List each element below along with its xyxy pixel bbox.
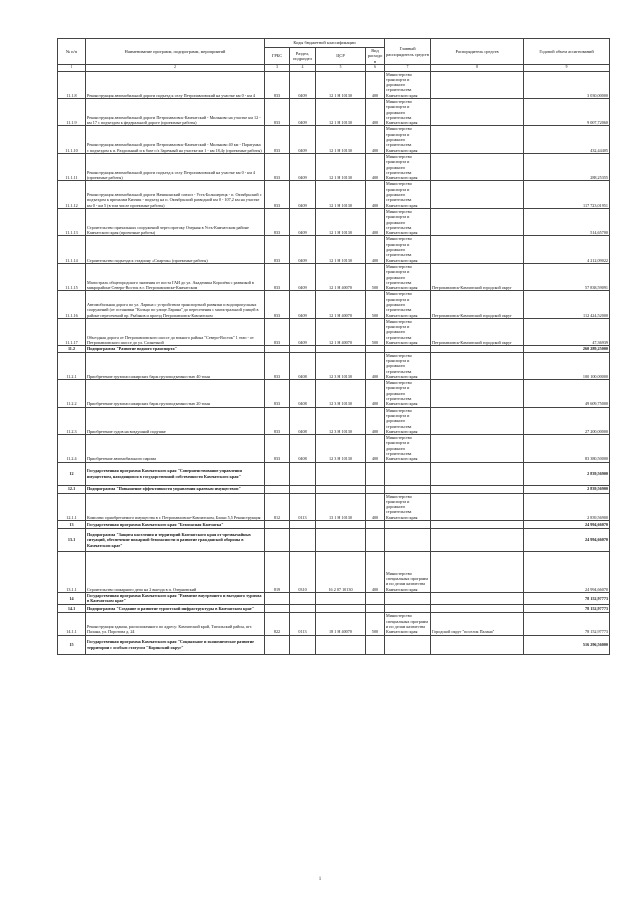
- row-vr: 500: [366, 612, 385, 635]
- row-rasp: [431, 435, 524, 462]
- row-name: Реконструкция автомобильной дороги Петропавловск-Камчатский - Мильково на участке км 12 - км 17 с подъездом к федеральной дороге (проектные работы): [86, 99, 265, 126]
- row-num: 14.1.1: [58, 612, 86, 635]
- row-rasp: Петропавловск-Камчатский городской округ: [431, 291, 524, 318]
- row-vr: 500: [366, 291, 385, 318]
- table-row: [58, 71, 610, 98]
- row-rasp: [431, 552, 524, 593]
- row-volume: 47,36939: [524, 318, 610, 345]
- row-csr: [316, 485, 366, 493]
- row-name: Автомобильная дорога по ул. Ларина с устройством транспортной развязки и водопропускных сооружений (от остановки "Кольцо по улице Ларина" до пересечения с магистральной улицей в районе пересечений пр. Рыбаков и проезд Петропавловск-Камчатском: [86, 291, 265, 318]
- row-glav: Министерство транспорта и дорожного строительства Камчатского края: [385, 236, 431, 263]
- header-volume: Годовой объем ассигнований: [524, 39, 610, 65]
- row-vr: 400: [366, 352, 385, 379]
- row-rasp: [431, 352, 524, 379]
- row-rasp: [431, 462, 524, 485]
- row-name: Подпрограмма "Защита населения и территорий Камчатского края от чрезвычайных ситуаций, обеспечение пожарной безопасности и развитие гражданской обороны в Камчатском крае": [86, 529, 265, 552]
- row-grbs: 822: [265, 612, 290, 635]
- row-razdel: [290, 529, 316, 552]
- row-volume: 117 723,01951: [524, 181, 610, 208]
- row-razdel: 0408: [290, 435, 316, 462]
- row-rasp: [431, 493, 524, 520]
- row-csr: 16 2 07 10130: [316, 552, 366, 593]
- row-num: 11.2.1: [58, 352, 86, 379]
- row-num: 11.2.3: [58, 407, 86, 434]
- row-glav: Министерство транспорта и дорожного строительства Камчатского края: [385, 71, 431, 98]
- row-volume: 100 100,00000: [524, 352, 610, 379]
- row-name: Приобретение судов на воздушной подушке: [86, 407, 265, 434]
- row-razdel: [290, 593, 316, 605]
- row-glav: Министерство транспорта и дорожного строительства Камчатского края: [385, 291, 431, 318]
- row-grbs: [265, 521, 290, 529]
- row-grbs: 833: [265, 126, 290, 153]
- header-name: Наименование программ, подпрограмм, мероприятий: [86, 39, 265, 65]
- row-num: 11.2: [58, 346, 86, 352]
- table-row: [58, 462, 610, 485]
- row-name: Подпрограмма "Создание и развитие туристской инфраструктуры в Камчатском крае": [86, 604, 265, 612]
- row-glav: [385, 635, 431, 654]
- row-csr: 12 1 Н 10130: [316, 126, 366, 153]
- row-csr: [316, 462, 366, 485]
- table-row: [58, 529, 610, 552]
- row-num: 12.1.1: [58, 493, 86, 520]
- row-volume: 24 994,66070: [524, 529, 610, 552]
- row-csr: 12 1 Н 40070: [316, 318, 366, 345]
- row-csr: 12 1 Н 10130: [316, 181, 366, 208]
- row-csr: 12 1 Н 10130: [316, 71, 366, 98]
- row-grbs: [265, 593, 290, 605]
- row-name: Подпрограмма "Развитие водного транспорта": [86, 346, 265, 352]
- row-grbs: 833: [265, 208, 290, 235]
- column-number: 6: [366, 65, 385, 71]
- row-csr: 12 1 Н 40070: [316, 291, 366, 318]
- row-razdel: 0409: [290, 126, 316, 153]
- row-name: Строительство причальных сооружений через протоку Озерная в Усть-Камчатском районе Камчатского края (проектные работы): [86, 208, 265, 235]
- row-grbs: 833: [265, 71, 290, 98]
- row-csr: 12 1 Н 10130: [316, 99, 366, 126]
- row-razdel: 0409: [290, 236, 316, 263]
- table-row: [58, 208, 610, 235]
- header-codes-group: Коды бюджетной классификации: [265, 39, 385, 48]
- row-grbs: [265, 635, 290, 654]
- row-vr: 400: [366, 407, 385, 434]
- row-rasp: [431, 99, 524, 126]
- table-row: [58, 181, 610, 208]
- row-vr: 400: [366, 181, 385, 208]
- row-glav: Министерство транспорта и дорожного строительства Камчатского края: [385, 153, 431, 180]
- row-grbs: 833: [265, 435, 290, 462]
- row-name: Объездная дорога от Петропавловского шоссе до южного района "Северо-Восток" 1 этап - от Петропавловского шоссе до ул. Солнечной: [86, 318, 265, 345]
- header-vr: Вид расходов: [366, 48, 385, 65]
- table-row: [58, 352, 610, 379]
- row-grbs: 833: [265, 263, 290, 290]
- row-grbs: 833: [265, 236, 290, 263]
- column-number: 2: [86, 65, 265, 71]
- row-csr: [316, 635, 366, 654]
- row-glav: [385, 462, 431, 485]
- row-csr: 12 3 Н 10130: [316, 380, 366, 407]
- row-volume: 4 212,09022: [524, 236, 610, 263]
- row-vr: [366, 635, 385, 654]
- row-rasp: [431, 208, 524, 235]
- row-glav: Министерство транспорта и дорожного строительства Камчатского края: [385, 352, 431, 379]
- table-row: [58, 435, 610, 462]
- row-grbs: 833: [265, 153, 290, 180]
- row-rasp: [431, 380, 524, 407]
- row-vr: 400: [366, 552, 385, 593]
- row-volume: 112 424,52000: [524, 291, 610, 318]
- row-volume: 83 380,50000: [524, 435, 610, 462]
- row-csr: [316, 521, 366, 529]
- row-vr: [366, 529, 385, 552]
- row-num: 11.1.16: [58, 291, 86, 318]
- row-razdel: 0408: [290, 352, 316, 379]
- row-csr: 12 3 Н 10130: [316, 435, 366, 462]
- document-sheet: [57, 38, 609, 655]
- row-volume: 514,65700: [524, 208, 610, 235]
- row-vr: [366, 462, 385, 485]
- row-glav: Министерство транспорта и дорожного строительства Камчатского края: [385, 263, 431, 290]
- table-row: [58, 236, 610, 263]
- row-razdel: [290, 635, 316, 654]
- row-razdel: 0409: [290, 71, 316, 98]
- row-num: 15: [58, 635, 86, 654]
- row-rasp: [431, 153, 524, 180]
- row-rasp: [431, 604, 524, 612]
- row-name: Реконструкция автомобильной дороги подъезд к селу Петропавловский на участке км 0 - км 4: [86, 71, 265, 98]
- row-razdel: 0113: [290, 493, 316, 520]
- row-volume: 57 838,59091: [524, 263, 610, 290]
- row-name: Подпрограмма "Повышение эффективности управления краевым имуществом": [86, 485, 265, 493]
- table-row: [58, 153, 610, 180]
- row-volume: 78 152,97773: [524, 593, 610, 605]
- row-vr: 500: [366, 263, 385, 290]
- table-row: [58, 485, 610, 493]
- table-row: [58, 552, 610, 593]
- row-razdel: 0408: [290, 380, 316, 407]
- table-row: [58, 593, 610, 605]
- row-glav: [385, 485, 431, 493]
- table-header: [58, 39, 610, 72]
- row-volume: 516 296,56000: [524, 635, 610, 654]
- row-vr: [366, 521, 385, 529]
- table-row: [58, 612, 610, 635]
- row-rasp: [431, 635, 524, 654]
- row-razdel: 0409: [290, 291, 316, 318]
- header-rasp: Распорядитель средств: [431, 39, 524, 65]
- row-grbs: [265, 529, 290, 552]
- row-vr: 400: [366, 435, 385, 462]
- row-volume: 78 152,97773: [524, 604, 610, 612]
- row-glav: Министерство транспорта и дорожного строительства Камчатского края: [385, 435, 431, 462]
- row-num: 11.1.13: [58, 208, 86, 235]
- table-row: [58, 493, 610, 520]
- row-name: Комплекс приобретаемого имущества в г. Петропавловске-Камчатском, Блоки 5,5 Реконструкция: [86, 493, 265, 520]
- row-glav: [385, 604, 431, 612]
- row-name: Приобретение грузопассажирских барж грузоподъемностью 20 тонн: [86, 380, 265, 407]
- row-vr: 400: [366, 153, 385, 180]
- row-razdel: 0409: [290, 99, 316, 126]
- row-num: 11.2.4: [58, 435, 86, 462]
- row-rasp: [431, 181, 524, 208]
- row-name: Строительство пожарного депо на 2 выезда в п. Озерновский: [86, 552, 265, 593]
- row-grbs: 819: [265, 552, 290, 593]
- row-razdel: [290, 485, 316, 493]
- row-name: Реконструкция здания, расположенного по адресу: Камчатский край, Тигильский район, пгт. Палана, ул. Поротова д. 24: [86, 612, 265, 635]
- row-rasp: [431, 593, 524, 605]
- row-volume: 78 152,97773: [524, 612, 610, 635]
- row-csr: 12 3 Н 10130: [316, 407, 366, 434]
- row-volume: 432,44405: [524, 126, 610, 153]
- row-grbs: 833: [265, 99, 290, 126]
- column-number: 1: [58, 65, 86, 71]
- column-number: 5: [316, 65, 366, 71]
- row-grbs: [265, 604, 290, 612]
- table-row: [58, 635, 610, 654]
- column-number: 8: [431, 65, 524, 71]
- row-volume: 49 609,75000: [524, 380, 610, 407]
- row-razdel: 0409: [290, 318, 316, 345]
- header-num: № п/п: [58, 39, 86, 65]
- row-csr: 12 1 Н 10130: [316, 236, 366, 263]
- row-razdel: [290, 521, 316, 529]
- row-name: Приобретение автомобильного парома: [86, 435, 265, 462]
- row-name: Государственная программа Камчатского края "Безопасная Камчатка": [86, 521, 265, 529]
- row-grbs: 833: [265, 352, 290, 379]
- row-rasp: [431, 71, 524, 98]
- row-csr: 12 3 Н 10130: [316, 352, 366, 379]
- row-glav: Министерство транспорта и дорожного строительства Камчатского края: [385, 208, 431, 235]
- row-num: 11.1.15: [58, 263, 86, 290]
- row-name: Реконструкция автомобильной дороги Начикинский совхоз - Усть-Большерецк - п. Октябрьский с подъездом к причалам Кихчик - подъезд на п. Октябрьский разводной км 0 - 107,2 км на участке км 0 - км 5 (в том числе проектные работы): [86, 181, 265, 208]
- row-name: Государственная программа Камчатского края "Развитие внутреннего и въездного туризма в Камчатском крае": [86, 593, 265, 605]
- row-vr: [366, 604, 385, 612]
- row-razdel: 0409: [290, 263, 316, 290]
- row-num: 12.1: [58, 485, 86, 493]
- row-grbs: 812: [265, 493, 290, 520]
- row-razdel: 0409: [290, 181, 316, 208]
- row-vr: 400: [366, 493, 385, 520]
- row-vr: 400: [366, 99, 385, 126]
- row-grbs: 833: [265, 380, 290, 407]
- row-razdel: 0113: [290, 612, 316, 635]
- page-number: 1: [318, 877, 322, 882]
- row-razdel: 0409: [290, 208, 316, 235]
- row-num: 11.1.11: [58, 153, 86, 180]
- row-rasp: [431, 407, 524, 434]
- row-name: Магистраль общегородского значения от поста ГАИ до ул. Академика Королёва с развязкой в микрорайоне Северо-Восток в г. Петропавловске-Камчатском: [86, 263, 265, 290]
- row-glav: Министерство транспорта и дорожного строительства Камчатского края: [385, 99, 431, 126]
- row-csr: 12 1 Н 10130: [316, 208, 366, 235]
- table-row: [58, 263, 610, 290]
- row-glav: Министерство транспорта и дорожного строительства Камчатского края: [385, 380, 431, 407]
- row-volume: 2 839,56900: [524, 493, 610, 520]
- row-vr: 400: [366, 236, 385, 263]
- header-grbs: ГРБС: [265, 48, 290, 65]
- appropriations-table: [57, 38, 610, 655]
- row-vr: 400: [366, 126, 385, 153]
- row-num: 13.1: [58, 529, 86, 552]
- row-volume: 24 994,66070: [524, 521, 610, 529]
- row-csr: [316, 604, 366, 612]
- row-razdel: [290, 604, 316, 612]
- table-row: [58, 521, 610, 529]
- row-rasp: [431, 521, 524, 529]
- row-csr: [316, 593, 366, 605]
- row-razdel: 0310: [290, 552, 316, 593]
- row-num: 12: [58, 462, 86, 485]
- header-glav: Главный распорядитель средств: [385, 39, 431, 65]
- column-number: 9: [524, 65, 610, 71]
- table-body: [58, 71, 610, 654]
- row-glav: Министерство транспорта и дорожного строительства Камчатского края: [385, 181, 431, 208]
- row-volume: 288,25355: [524, 153, 610, 180]
- table-row: [58, 126, 610, 153]
- row-num: 11.1.12: [58, 181, 86, 208]
- header-razdel: Раздел, подраздел: [290, 48, 316, 65]
- row-vr: [366, 485, 385, 493]
- row-glav: Министерство транспорта и дорожного строительства Камчатского края: [385, 407, 431, 434]
- row-glav: [385, 593, 431, 605]
- table-row: [58, 318, 610, 345]
- row-num: 11.1.14: [58, 236, 86, 263]
- row-num: 11.1.8: [58, 71, 86, 98]
- row-glav: [385, 529, 431, 552]
- row-rasp: Городской округ "поселок Палана": [431, 612, 524, 635]
- table-row: [58, 99, 610, 126]
- row-num: 14: [58, 593, 86, 605]
- row-num: 11.2.2: [58, 380, 86, 407]
- table-row: [58, 291, 610, 318]
- table-row: [58, 407, 610, 434]
- row-glav: [385, 521, 431, 529]
- row-num: 11.1.9: [58, 99, 86, 126]
- row-vr: 400: [366, 208, 385, 235]
- row-razdel: 0409: [290, 153, 316, 180]
- row-grbs: 833: [265, 318, 290, 345]
- column-number: 4: [290, 65, 316, 71]
- row-num: 13.1.1: [58, 552, 86, 593]
- row-vr: 500: [366, 318, 385, 345]
- row-volume: 3 030,00000: [524, 71, 610, 98]
- row-grbs: 833: [265, 407, 290, 434]
- row-name: Строительство подъезда к стадиону «Спартак» (проектные работы): [86, 236, 265, 263]
- row-rasp: [431, 126, 524, 153]
- row-grbs: [265, 462, 290, 485]
- row-num: 11.1.10: [58, 126, 86, 153]
- row-csr: 12 1 Н 10130: [316, 153, 366, 180]
- row-rasp: Петропавловск-Камчатский городской округ: [431, 318, 524, 345]
- row-rasp: [431, 236, 524, 263]
- table-row: [58, 604, 610, 612]
- row-volume: 2 839,56900: [524, 485, 610, 493]
- row-num: 14.1: [58, 604, 86, 612]
- row-glav: Министерство специальных программ и по делам казачества Камчатского края: [385, 552, 431, 593]
- row-volume: 260 289,25000: [524, 346, 610, 352]
- row-glav: Министерство транспорта и дорожного строительства Камчатского края: [385, 493, 431, 520]
- row-rasp: [431, 485, 524, 493]
- row-glav: Министерство транспорта и дорожного строительства Камчатского края: [385, 126, 431, 153]
- row-name: Реконструкция автомобильной дороги Петропавловск-Камчатский - Мильково 40 км - Паратунка с подъездом к п. Раздольный и к базе с/х Заречный на участке км 1 - км 18,4у (проектные работы): [86, 126, 265, 153]
- row-glav: Министерство специальных программ и по делам казачества Камчатского края: [385, 612, 431, 635]
- row-name: Государственная программа Камчатского края "Совершенствование управления имуществом, находящимся в государственной собственности Камчатского края": [86, 462, 265, 485]
- row-csr: 12 1 Н 40070: [316, 263, 366, 290]
- column-number: 3: [265, 65, 290, 71]
- column-number: 7: [385, 65, 431, 71]
- row-num: 13: [58, 521, 86, 529]
- row-grbs: [265, 485, 290, 493]
- row-vr: 400: [366, 380, 385, 407]
- row-volume: 2 839,56900: [524, 462, 610, 485]
- row-rasp: Петропавловск-Камчатский городской округ: [431, 263, 524, 290]
- row-csr: 13 1 Н 10130: [316, 493, 366, 520]
- row-grbs: 833: [265, 181, 290, 208]
- row-volume: 9 007,72060: [524, 99, 610, 126]
- row-vr: [366, 593, 385, 605]
- row-csr: 18 1 Н 40070: [316, 612, 366, 635]
- row-razdel: 0408: [290, 407, 316, 434]
- row-name: Реконструкция автомобильной дороги подъезд к селу Петропавловский на участке км 0 - км 4 (проектные работы): [86, 153, 265, 180]
- row-vr: 400: [366, 71, 385, 98]
- row-grbs: 833: [265, 291, 290, 318]
- row-num: 11.1.17: [58, 318, 86, 345]
- row-name: Приобретение грузопассажирских барж грузоподъемностью 40 тонн: [86, 352, 265, 379]
- row-rasp: [431, 529, 524, 552]
- table-row: [58, 380, 610, 407]
- row-razdel: [290, 462, 316, 485]
- row-csr: [316, 529, 366, 552]
- row-name: Государственная программа Камчатского края "Социальное и экономическое развитие территории с особым статусом "Корякский округ": [86, 635, 265, 654]
- row-volume: 27 200,00000: [524, 407, 610, 434]
- header-csr: ЦСР: [316, 48, 366, 65]
- row-volume: 24 994,66070: [524, 552, 610, 593]
- row-glav: Министерство транспорта и дорожного строительства Камчатского края: [385, 318, 431, 345]
